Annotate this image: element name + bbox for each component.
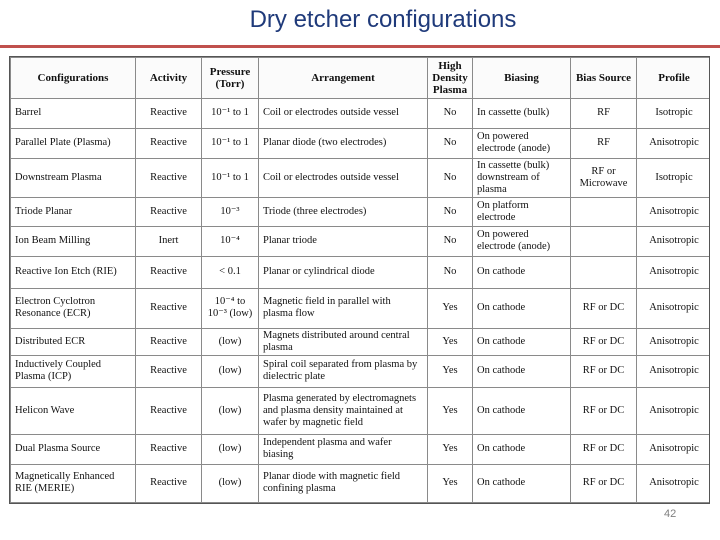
cell-high-density-plasma: No — [428, 198, 473, 227]
cell-bias-source — [571, 198, 637, 227]
cell-biasing: On cathode — [473, 329, 571, 356]
cell-configuration: Electron Cyclotron Resonance (ECR) — [11, 288, 136, 329]
slide-title: Dry etcher configurations — [249, 6, 517, 33]
cell-configuration: Distributed ECR — [11, 329, 136, 356]
cell-pressure: 10⁻¹ to 1 — [202, 128, 259, 158]
cell-arrangement: Coil or electrodes outside vessel — [259, 158, 428, 197]
header-configurations: Configurations — [11, 58, 136, 99]
cell-activity: Reactive — [136, 329, 202, 356]
cell-arrangement: Spiral coil separated from plasma by dielectric plate — [259, 355, 428, 387]
cell-arrangement: Independent plasma and wafer biasing — [259, 434, 428, 464]
cell-pressure: 10⁻⁴ — [202, 226, 259, 256]
cell-bias-source — [571, 256, 637, 288]
cell-configuration: Dual Plasma Source — [11, 434, 136, 464]
header-pressure: Pressure (Torr) — [202, 58, 259, 99]
header-biasing: Biasing — [473, 58, 571, 99]
cell-bias-source: RF or DC — [571, 464, 637, 502]
cell-configuration: Parallel Plate (Plasma) — [11, 128, 136, 158]
cell-activity: Reactive — [136, 288, 202, 329]
header-high-density-plasma: High Density Plasma — [428, 58, 473, 99]
cell-activity: Reactive — [136, 434, 202, 464]
cell-biasing: On cathode — [473, 464, 571, 502]
cell-pressure: 10⁻¹ to 1 — [202, 158, 259, 197]
cell-arrangement: Magnets distributed around central plasma — [259, 329, 428, 356]
cell-profile: Isotropic — [637, 99, 711, 129]
cell-pressure: (low) — [202, 434, 259, 464]
cell-biasing: On cathode — [473, 288, 571, 329]
cell-arrangement: Magnetic field in parallel with plasma flow — [259, 288, 428, 329]
cell-biasing: On cathode — [473, 387, 571, 434]
cell-configuration: Triode Planar — [11, 198, 136, 227]
table-header-row — [11, 58, 711, 99]
header-activity: Activity — [136, 58, 202, 99]
table-row — [11, 226, 711, 256]
cell-bias-source: RF or DC — [571, 288, 637, 329]
cell-profile: Anisotropic — [637, 387, 711, 434]
cell-configuration: Inductively Coupled Plasma (ICP) — [11, 355, 136, 387]
cell-pressure: 10⁻³ — [202, 198, 259, 227]
table-row — [11, 464, 711, 502]
cell-pressure: < 0.1 — [202, 256, 259, 288]
cell-profile: Isotropic — [637, 158, 711, 197]
cell-profile: Anisotropic — [637, 355, 711, 387]
cell-configuration: Helicon Wave — [11, 387, 136, 434]
cell-biasing: In cassette (bulk) downstream of plasma — [473, 158, 571, 197]
etcher-configurations-table — [10, 57, 710, 503]
cell-pressure: 10⁻¹ to 1 — [202, 99, 259, 129]
cell-high-density-plasma: No — [428, 99, 473, 129]
cell-configuration: Ion Beam Milling — [11, 226, 136, 256]
cell-activity: Reactive — [136, 128, 202, 158]
table-row — [11, 329, 711, 356]
cell-activity: Reactive — [136, 158, 202, 197]
cell-configuration: Barrel — [11, 99, 136, 129]
cell-configuration: Magnetically Enhanced RIE (MERIE) — [11, 464, 136, 502]
cell-arrangement: Planar diode (two electrodes) — [259, 128, 428, 158]
cell-profile: Anisotropic — [637, 434, 711, 464]
cell-bias-source: RF — [571, 99, 637, 129]
cell-biasing: On powered electrode (anode) — [473, 128, 571, 158]
table-row — [11, 158, 711, 197]
cell-bias-source: RF or Microwave — [571, 158, 637, 197]
cell-activity: Inert — [136, 226, 202, 256]
cell-arrangement: Plasma generated by electromagnets and plasma density maintained at wafer by magnetic field — [259, 387, 428, 434]
cell-profile: Anisotropic — [637, 128, 711, 158]
cell-high-density-plasma: Yes — [428, 387, 473, 434]
cell-biasing: On cathode — [473, 256, 571, 288]
cell-arrangement: Planar triode — [259, 226, 428, 256]
cell-bias-source: RF — [571, 128, 637, 158]
cell-high-density-plasma: Yes — [428, 288, 473, 329]
table-body — [11, 99, 711, 503]
cell-arrangement: Coil or electrodes outside vessel — [259, 99, 428, 129]
cell-pressure: (low) — [202, 464, 259, 502]
cell-pressure: 10⁻⁴ to 10⁻³ (low) — [202, 288, 259, 329]
cell-activity: Reactive — [136, 256, 202, 288]
cell-pressure: (low) — [202, 329, 259, 356]
etcher-table-frame — [9, 56, 710, 504]
table-row — [11, 99, 711, 129]
cell-activity: Reactive — [136, 387, 202, 434]
cell-profile: Anisotropic — [637, 464, 711, 502]
cell-biasing: On platform electrode — [473, 198, 571, 227]
table-row — [11, 198, 711, 227]
cell-pressure: (low) — [202, 387, 259, 434]
cell-high-density-plasma: Yes — [428, 434, 473, 464]
cell-profile: Anisotropic — [637, 288, 711, 329]
cell-activity: Reactive — [136, 464, 202, 502]
cell-arrangement: Planar or cylindrical diode — [259, 256, 428, 288]
table-row — [11, 256, 711, 288]
table-row — [11, 434, 711, 464]
cell-profile: Anisotropic — [637, 198, 711, 227]
cell-activity: Reactive — [136, 99, 202, 129]
header-profile: Profile — [637, 58, 711, 99]
page-number: 42 — [664, 508, 677, 520]
cell-high-density-plasma: Yes — [428, 355, 473, 387]
cell-pressure: (low) — [202, 355, 259, 387]
cell-profile: Anisotropic — [637, 226, 711, 256]
cell-bias-source: RF or DC — [571, 355, 637, 387]
cell-high-density-plasma: No — [428, 226, 473, 256]
cell-high-density-plasma: No — [428, 256, 473, 288]
cell-arrangement: Triode (three electrodes) — [259, 198, 428, 227]
table-row — [11, 288, 711, 329]
cell-arrangement: Planar diode with magnetic field confining plasma — [259, 464, 428, 502]
table-row — [11, 387, 711, 434]
cell-high-density-plasma: No — [428, 128, 473, 158]
cell-high-density-plasma: No — [428, 158, 473, 197]
cell-profile: Anisotropic — [637, 256, 711, 288]
cell-activity: Reactive — [136, 198, 202, 227]
cell-biasing: On cathode — [473, 355, 571, 387]
cell-biasing: On powered electrode (anode) — [473, 226, 571, 256]
cell-high-density-plasma: Yes — [428, 464, 473, 502]
cell-configuration: Reactive Ion Etch (RIE) — [11, 256, 136, 288]
cell-configuration: Downstream Plasma — [11, 158, 136, 197]
cell-high-density-plasma: Yes — [428, 329, 473, 356]
table-row — [11, 355, 711, 387]
cell-bias-source — [571, 226, 637, 256]
header-arrangement: Arrangement — [259, 58, 428, 99]
cell-bias-source: RF or DC — [571, 387, 637, 434]
cell-biasing: On cathode — [473, 434, 571, 464]
cell-biasing: In cassette (bulk) — [473, 99, 571, 129]
cell-profile: Anisotropic — [637, 329, 711, 356]
cell-bias-source: RF or DC — [571, 329, 637, 356]
header-bias-source: Bias Source — [571, 58, 637, 99]
cell-activity: Reactive — [136, 355, 202, 387]
table-row — [11, 128, 711, 158]
cell-bias-source: RF or DC — [571, 434, 637, 464]
title-divider — [0, 45, 720, 48]
